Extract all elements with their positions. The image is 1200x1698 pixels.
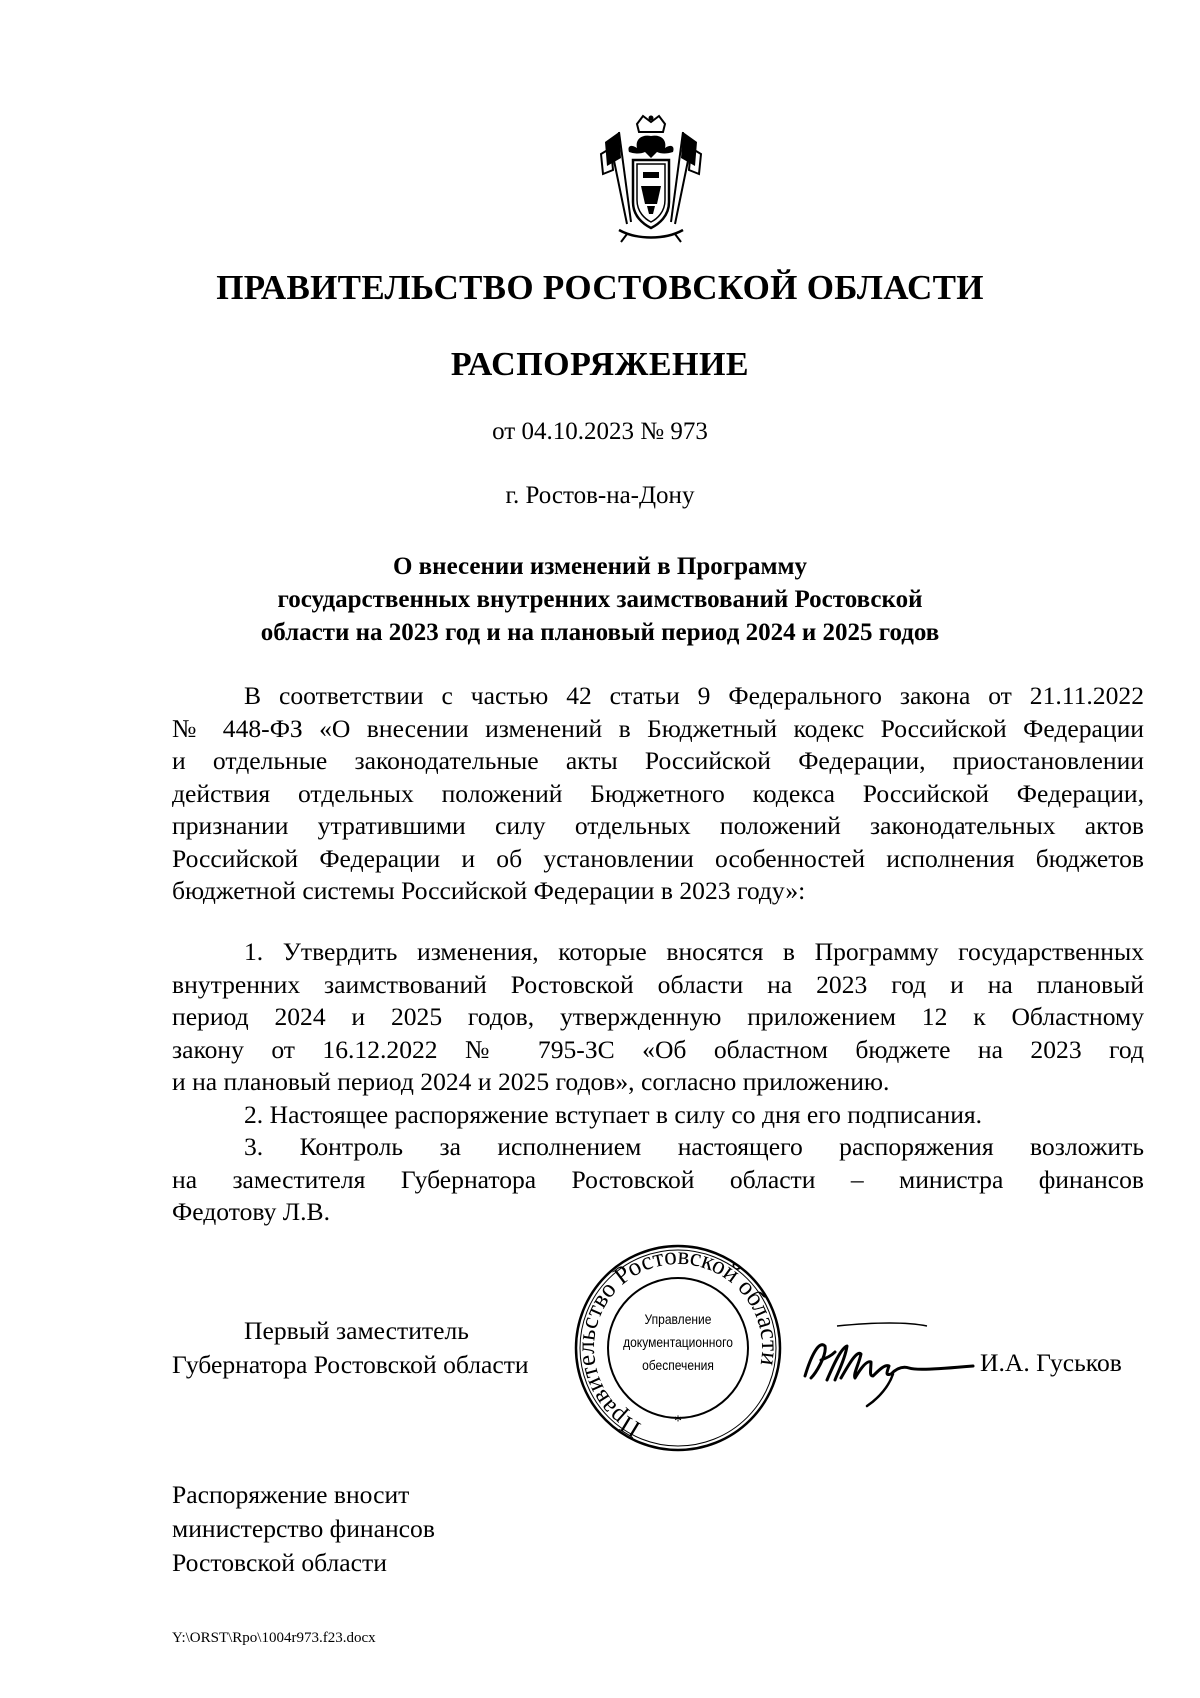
signatory-position	[172, 1314, 529, 1382]
preamble-line: Российской Федерации и об установлении особенностей исполнения бюджетов	[172, 843, 1144, 873]
note-line: министерство финансов	[172, 1514, 435, 1543]
coat-of-arms-emblem	[597, 112, 705, 244]
document-type: РАСПОРЯЖЕНИЕ	[450, 346, 750, 383]
seal-inner-line: документационного	[623, 1334, 733, 1350]
item-3-line: 3. Контроль за исполнением настоящего распоряжения возложить	[244, 1132, 1144, 1161]
document-date-number: от 04.10.2023 № 973	[492, 418, 708, 445]
note-line: Распоряжение вносит	[172, 1480, 410, 1509]
note-line: Ростовской области	[172, 1548, 387, 1577]
heading-line: О внесении изменений в Программу	[392, 553, 808, 580]
preamble-line: бюджетной системы Российской Федерации в 2023 году»:	[172, 876, 806, 905]
resolution-items	[172, 936, 1144, 1229]
seal-inner-line: обеспечения	[642, 1357, 714, 1373]
item-1-line: закону от 16.12.2022 № 795-ЗС «Об областном бюджете на 2023 год	[172, 1034, 1144, 1064]
handwritten-signature	[797, 1316, 977, 1416]
official-seal	[572, 1242, 784, 1454]
position-line: Первый заместитель	[244, 1316, 469, 1345]
preamble-line: признании утратившими силу отдельных положений законодательных актов	[172, 811, 1144, 840]
preamble-line: В соответствии с частью 42 статьи 9 Федерального закона от 21.11.2022	[244, 681, 1144, 710]
preamble-line: № 448-ФЗ «О внесении изменений в Бюджетный кодекс Российской Федерации	[172, 713, 1144, 743]
document-city: г. Ростов-на-Дону	[505, 482, 695, 509]
position-line: Губернатора Ростовской области	[172, 1350, 529, 1379]
item-3-line: Федотову Л.В.	[172, 1197, 330, 1226]
seal-inner-line: Управление	[644, 1311, 712, 1327]
seal-inner-text	[587, 1308, 769, 1377]
file-path-footer: Y:\ORST\Rpo\1004r973.f23.docx	[172, 1630, 376, 1646]
seal-ring-text: Правительство Ростовской области	[573, 1242, 784, 1443]
submitter-note	[172, 1478, 435, 1580]
heading-line: государственных внутренних заимствований Ростовской	[277, 586, 923, 613]
heading-line: области на 2023 год и на плановый период 2024 и 2025 годов	[260, 619, 940, 646]
item-3-line: на заместителя Губернатора Ростовской области – министра финансов	[172, 1164, 1144, 1194]
item-1-line: 1. Утвердить изменения, которые вносятся в Программу государственных	[244, 937, 1144, 966]
item-1-line: период 2024 и 2025 годов, утвержденную приложением 12 к Областному	[172, 1002, 1144, 1031]
signatory-name: И.А. Гуськов	[980, 1348, 1122, 1377]
document-subject-heading	[150, 550, 1050, 649]
seal-star: *	[674, 1413, 682, 1430]
organization-title: ПРАВИТЕЛЬСТВО РОСТОВСКОЙ ОБЛАСТИ	[216, 268, 984, 307]
item-1-line: внутренних заимствований Ростовской области на 2023 год и на плановый	[172, 969, 1144, 999]
preamble-line: действия отдельных положений Бюджетного кодекса Российской Федерации,	[172, 778, 1144, 808]
item-1-line: и на плановый период 2024 и 2025 годов», согласно приложению.	[172, 1067, 890, 1096]
preamble-line: и отдельные законодательные акты Российской Федерации, приостановлении	[172, 746, 1144, 775]
item-2-line: 2. Настоящее распоряжение вступает в силу со дня его подписания.	[244, 1099, 983, 1129]
preamble-paragraph	[172, 680, 1144, 908]
